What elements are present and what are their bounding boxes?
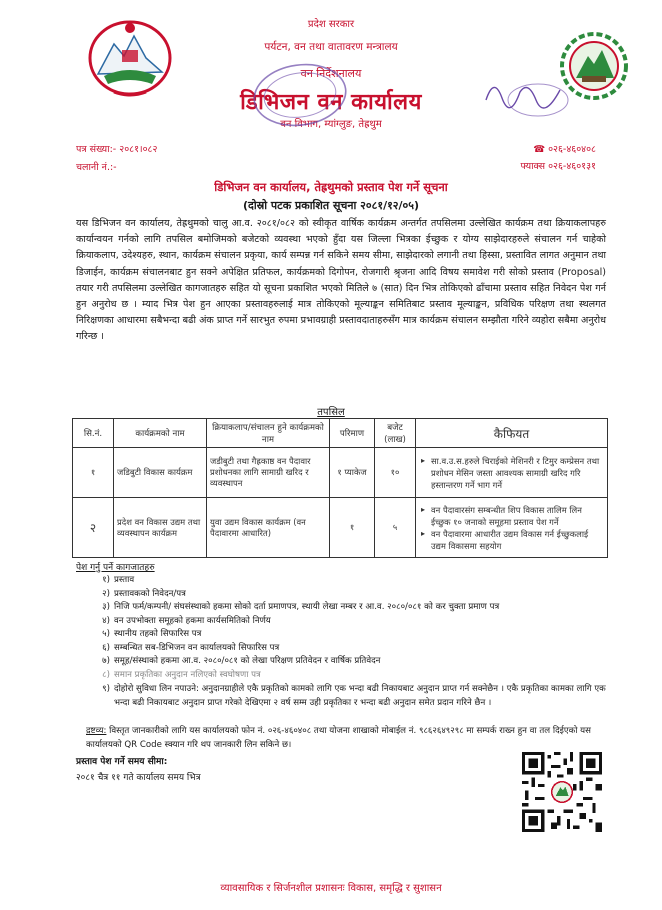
reference-number: पत्र संख्या:- २०८१।०८२ bbox=[76, 144, 158, 155]
table-title: तपसिल bbox=[317, 407, 345, 418]
note-paragraph bbox=[86, 724, 610, 752]
col-header-budget: बजेट (लाख) bbox=[375, 419, 416, 448]
cell-remarks bbox=[416, 498, 608, 558]
document-item: ७) समूह/संस्थाको हकमा आ.व. २०८०/०८१ को लेखा परिक्षण प्रतिवेदन र वार्षिक प्रतिवेदन bbox=[102, 656, 381, 666]
qr-code-icon bbox=[522, 752, 602, 832]
documents-heading: पेश गर्नु पर्ने कागजातहरु bbox=[76, 563, 155, 573]
office-stamp-icon bbox=[250, 60, 350, 130]
cell-activity: युवा उद्यम विकास कार्यक्रम (वन पैदावारमा आधारित) bbox=[207, 498, 330, 558]
program-table bbox=[72, 418, 608, 558]
table-header-row bbox=[73, 419, 608, 448]
cell-quantity: १ प्याकेज bbox=[330, 448, 375, 498]
col-header-program: कार्यक्रमको नाम bbox=[114, 419, 207, 448]
remark-item: ▸ सा.व.उ.स.हरुले चिराईको मेशिनरी र टिमुर कम्प्रेसन तथा प्रशोधन मेसिन जस्ता आवश्यक सामाग्री खरिद गरि हस्तान्तरण गर्ने भाग गर्ने bbox=[431, 455, 604, 491]
document-item: ४) वन उपभोक्ता समूहको हकमा कार्यसमितिको निर्णय bbox=[102, 615, 271, 626]
col-header-sn: सि.नं. bbox=[73, 419, 114, 448]
document-item: ८) समान प्रकृतिका अनुदान नलिएको स्वघोषणा पत्र bbox=[102, 669, 261, 680]
footer-slogan: व्यावसायिक र सिर्जनशील प्रशासनः विकास, समृद्धि र सुशासन bbox=[220, 883, 442, 894]
document-item: ३) निजि फर्म/कम्पनी/ संघसंस्थाको हकमा सोको दर्ता प्रमाणपत्र, स्थायी लेखा नम्बर र आ.व. २०८०/०८१ को कर चुक्ता प्रमाण पत्र bbox=[102, 602, 500, 612]
remark-item: ▸ वन पैदावारसंग सम्बन्धीत शिप विकास तालिम लिन ईच्छुक १० जनाको समूहमा प्रस्ताव पेश गर्ने bbox=[431, 504, 604, 528]
header-line-ministry: पर्यटन, वन तथा वातावरण मन्त्रालय bbox=[264, 41, 398, 53]
document-item: १) प्रस्ताव bbox=[102, 575, 135, 585]
cell-sn: २ bbox=[73, 498, 114, 558]
cell-program: प्रदेश वन विकास उद्यम तथा व्यवस्थापन कार्यक्रम bbox=[114, 498, 207, 558]
documents-list bbox=[86, 574, 606, 710]
cell-activity: जडीबुटी तथा गैह्रकाष्ठ वन पैदावार प्रशोधनका लागि सामाग्री खरिद र व्यवस्थापन bbox=[207, 448, 330, 498]
notice-body: यस डिभिजन वन कार्यालय, तेह्रथुमको चालु आ.व. २०८१/०८२ को स्वीकृत वार्षिक कार्यक्रम अन्तर्गत तपसिलमा उल्लेखित कार्यक्रम तथा क्रियाकलापहरु कार्यान्वयन गर्नको लागि तपसिल बमोजिमको बजेटको व्यवस्था भएको हुँदा यस जिल्ला भित्रका ईच्छुक र योग्य साझेदारहरुले संचालन गर्न चाहेको क्रियाकलाप, उदेश्यहरु, स्थान, कार्यक्रम संचालन प्रकृया, कार्य सम्पन्न गर्न सकिने समय सीमा, साझेदारको लगानी तथा हिस्सा, प्रस्तावित लागत अनुमान तथा डिजाईन, कार्यक्रम संचालनबाट हुन सक्ने अपेक्षित प्रतिफल, कार्यक्रमको दिगोपन, रोजगारी श्रृजना आदि विषय समावेश गरी सोको प्रस्ताव (Proposal) तयार गरी तपसिलमा उल्लेखित कागजातहरु सहित यो सूचना प्रकाशित भएको मितिले ७ (सात) दिन भित्र तोकिएको ढाँचामा प्रस्ताव सहित निवेदन पेश गर्न हुन अनुरोध छ । म्याद भित्र पेश हुन आएका प्रस्तावहरुलाई मात्र तोकिएको मूल्याङ्कन समितिबाट प्रस्ताव मूल्याङ्कन, प्रविधिक परिक्षण तथा स्थलगत निरिक्षणका आधारमा सबैभन्दा बढी अंक प्राप्त गर्ने सारभुत रुपमा प्रभावग्राही प्रस्तावदाताहरुसँग मात्र कार्यक्रम संचालन सम्झौता गरिने व्यहोरा सबैमा अनुरोध गरिन्छ । bbox=[76, 218, 606, 343]
document-item: ६) सम्बन्धित सब-डिभिजन वन कार्यालयको सिफारिस पत्र bbox=[102, 642, 280, 653]
header-line-directorate: वन निर्देशनालय bbox=[300, 67, 362, 80]
cell-quantity: १ bbox=[330, 498, 375, 558]
document-item: २) प्रस्तावकको निवेदन/पत्र bbox=[102, 588, 186, 599]
remark-item: ▸ वन पैदावारमा आधारीत उद्यम विकास गर्न ईच्छुकलाई उद्यम विकासमा सहयोग bbox=[431, 528, 604, 552]
deadline-value: २०८१ चैत्र ११ गते कार्यालय समय भित्र bbox=[76, 773, 201, 783]
document-item: ९) दोहोरो सुविधा लिन नपाउने: अनुदानग्राहीले एकै प्रकृतिको कामको लागि एक भन्दा बढी निकायबाट अनुदान प्राप्त गर्न सक्नेछैन । एकै प्रकृतिका कामका लागि एक भन्दा बढी निकायबाट अनुदान प्राप्त गरेको देखिएमा २ वर्ष सम्म उही प्रकृतिका र भन्दा बढी अनुदान समेत प्रदान गरिने छैन । bbox=[102, 684, 606, 708]
cell-remarks bbox=[416, 448, 608, 498]
signature-icon bbox=[480, 70, 570, 120]
note-text: विस्तृत जानकारीको लागि यस कार्यालयको फोन नं. ०२६-४६०४०८ तथा योजना शाखाको मोबाईल नं. ९८६२६४९२९८ मा सम्पर्क राख्न हुन वा तल दिईएको यस कार्यालयको QR Code स्क्यान गरि थप जानकारी लिन सकिने छ। bbox=[86, 726, 591, 750]
cell-program: जडिबुटी विकास कार्यक्रम bbox=[114, 448, 207, 498]
table-row bbox=[73, 448, 608, 498]
dispatch-number: चलानी नं.:- bbox=[76, 162, 117, 173]
col-header-remarks: कैफियत bbox=[416, 419, 608, 448]
cell-budget: ५ bbox=[375, 498, 416, 558]
cell-sn: १ bbox=[73, 448, 114, 498]
col-header-activity: क्रियाकलाप/संचालन हुने कार्यक्रमको नाम bbox=[207, 419, 330, 448]
office-title: डिभिजन वन कार्यालय bbox=[240, 90, 422, 115]
table-row bbox=[73, 498, 608, 558]
note-label: द्रष्टव्य: bbox=[86, 726, 107, 736]
header-line-province: प्रदेश सरकार bbox=[307, 19, 355, 30]
deadline-heading: प्रस्ताव पेश गर्ने समय सीमा: bbox=[76, 757, 168, 767]
notice-subtitle: (दोस्रो पटक प्रकाशित सूचना २०८१/१२/०५) bbox=[242, 199, 420, 212]
col-header-quantity: परिमाण bbox=[330, 419, 375, 448]
office-location: बन विभाग, म्यांग्लुङ, तेह्रथुम bbox=[280, 119, 382, 130]
office-fax: फ्याक्स ०२६-४६०१३१ bbox=[520, 161, 596, 172]
cell-budget: १० bbox=[375, 448, 416, 498]
notice-title: डिभिजन वन कार्यालय, तेह्रथुमको प्रस्ताव पेश गर्ने सूचना bbox=[214, 180, 448, 194]
document-item: ५) स्थानीय तहको सिफारिस पत्र bbox=[102, 629, 202, 639]
office-phone: ☎ ०२६-४६०४०८ bbox=[533, 144, 596, 155]
